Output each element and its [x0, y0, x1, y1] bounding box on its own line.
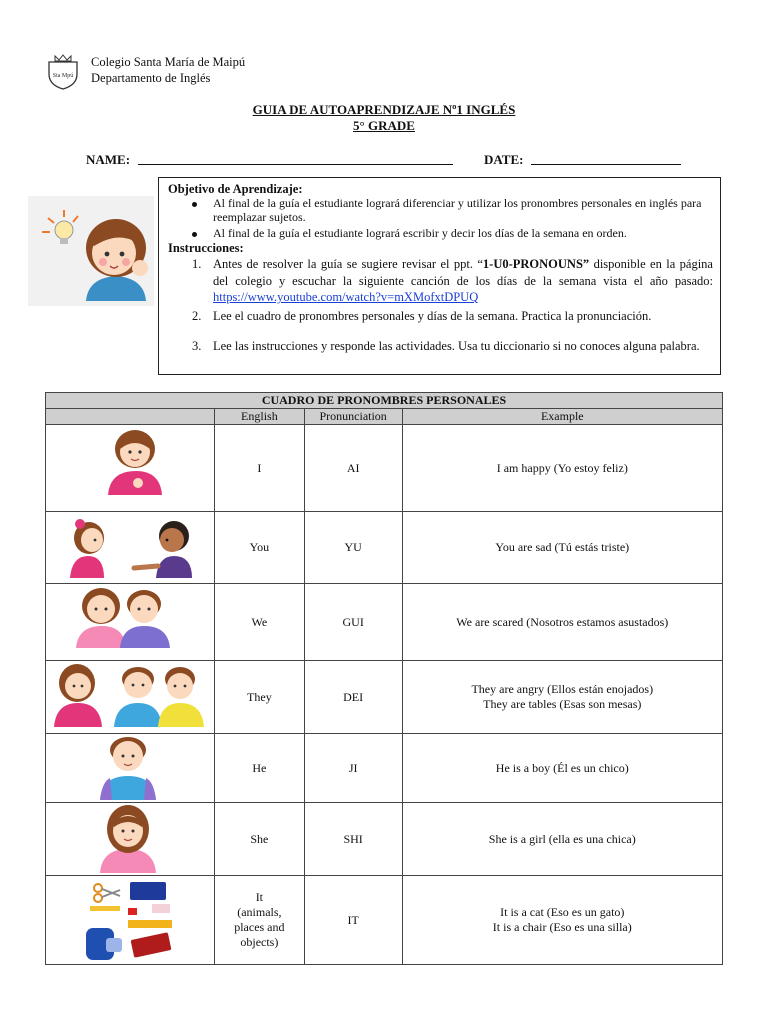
backpack-icon — [86, 928, 122, 960]
english-cell: I — [215, 425, 305, 512]
example-cell: He is a boy (Él es un chico) — [402, 734, 722, 803]
column-header-pronunciation: Pronunciation — [304, 409, 402, 425]
table-title: CUADRO DE PRONOMBRES PERSONALES — [46, 393, 723, 409]
pronunciation-cell: DEI — [304, 661, 402, 734]
step-number: 1. — [192, 257, 202, 271]
objective-item-2: Al final de la guía el estudiante logrará escribir y decir los días de la semana en orden. — [213, 226, 627, 240]
table-row — [46, 734, 723, 803]
instruction-step-1: Antes de resolver la guía se sugiere revisar el ppt. “1-U0-PRONOUNS” disponible en la página del colegio y escuchar la siguiente canción de los días de la semana vista el año pasado: https://www.youtube.com/watch?v=mXMofxtDPUQ — [213, 257, 713, 304]
girl-pointing-self-illustration — [46, 425, 215, 512]
english-cell: They — [215, 661, 305, 734]
objective-heading: Objetivo de Aprendizaje: — [168, 182, 303, 196]
english-note: places and — [234, 920, 285, 934]
english-cell: You — [215, 512, 305, 584]
pronunciation-cell: GUI — [304, 584, 402, 661]
school-supplies-illustration — [46, 876, 215, 965]
example-cell: I am happy (Yo estoy feliz) — [402, 425, 722, 512]
example-cell: She is a girl (ella es una chica) — [402, 803, 722, 876]
two-children-illustration — [46, 584, 215, 661]
school-logo — [47, 52, 79, 90]
english-cell: He — [215, 734, 305, 803]
sharpener-icon — [128, 908, 137, 915]
example-cell: We are scared (Nosotros estamos asustados) — [402, 584, 722, 661]
column-header-example: Example — [402, 409, 722, 425]
english-word: It — [255, 890, 264, 904]
english-cell: We — [215, 584, 305, 661]
pronunciation-cell: YU — [304, 512, 402, 584]
example-line: It is a cat (Eso es un gato) — [500, 905, 625, 919]
table-row — [46, 661, 723, 734]
bullet-icon — [192, 202, 197, 207]
girl-and-boy-pointing-illustration — [46, 512, 215, 584]
table-row — [46, 425, 723, 512]
name-field[interactable] — [138, 164, 453, 165]
grade-title: 5° GRADE — [353, 118, 415, 133]
pronunciation-cell: AI — [304, 425, 402, 512]
objective-box — [158, 177, 721, 375]
three-children-illustration — [46, 661, 215, 734]
date-label: DATE: — [484, 152, 524, 167]
table-row — [46, 803, 723, 876]
example-cell: You are sad (Tú estás triste) — [402, 512, 722, 584]
pronunciation-cell: JI — [304, 734, 402, 803]
ruler-icon — [128, 920, 172, 928]
name-label: NAME: — [86, 152, 131, 167]
eraser-icon — [152, 904, 170, 913]
instruction-step-3: Lee las instrucciones y responde las actividades. Usa tu diccionario si no conoces alguna palabra. — [213, 339, 700, 353]
scissors-icon — [94, 884, 120, 902]
date-field[interactable] — [531, 164, 681, 165]
bullet-icon — [192, 232, 197, 237]
youtube-link[interactable]: https://www.youtube.com/watch?v=mXMofxtDPUQ — [213, 290, 479, 304]
column-header-english: English — [215, 409, 305, 425]
red-book-icon — [131, 932, 172, 958]
example-cell — [402, 876, 722, 965]
english-cell — [215, 876, 305, 965]
instruction-step-2: Lee el cuadro de pronombres personales y días de la semana. Practica la pronunciación. — [213, 309, 652, 323]
objective-item-1: Al final de la guía el estudiante logrará diferenciar y utilizar los pronombres personales en inglés para reemplazar sujetos. — [213, 196, 702, 224]
instructions-heading: Instrucciones: — [168, 241, 244, 255]
header-image-col — [46, 409, 215, 425]
pencil-icon — [90, 906, 120, 911]
pronunciation-cell: SHI — [304, 803, 402, 876]
step-number: 2. — [192, 309, 202, 323]
svg-text:Sta Mpú: Sta Mpú — [52, 73, 74, 79]
pronunciation-cell: IT — [304, 876, 402, 965]
step-number: 3. — [192, 339, 202, 353]
table-row — [46, 512, 723, 584]
book-icon — [130, 882, 166, 900]
thinking-girl-illustration — [28, 196, 154, 306]
girl-illustration — [46, 803, 215, 876]
guide-title: GUIA DE AUTOAPRENDIZAJE Nº1 INGLÉS — [252, 102, 516, 117]
english-cell: She — [215, 803, 305, 876]
pronoun-table — [45, 392, 723, 965]
school-header — [91, 54, 245, 86]
lightbulb-icon — [42, 210, 78, 244]
example-line: They are tables (Esas son mesas) — [483, 697, 642, 711]
example-line: They are angry (Ellos están enojados) — [471, 682, 654, 696]
example-line: It is a chair (Eso es una silla) — [492, 920, 632, 934]
school-name: Colegio Santa María de Maipú — [91, 55, 246, 69]
table-row — [46, 876, 723, 965]
example-cell — [402, 661, 722, 734]
table-row — [46, 584, 723, 661]
boy-illustration — [46, 734, 215, 803]
english-note: (animals, — [237, 905, 282, 919]
department-name: Departamento de Inglés — [91, 71, 211, 85]
english-note: objects) — [240, 935, 279, 949]
